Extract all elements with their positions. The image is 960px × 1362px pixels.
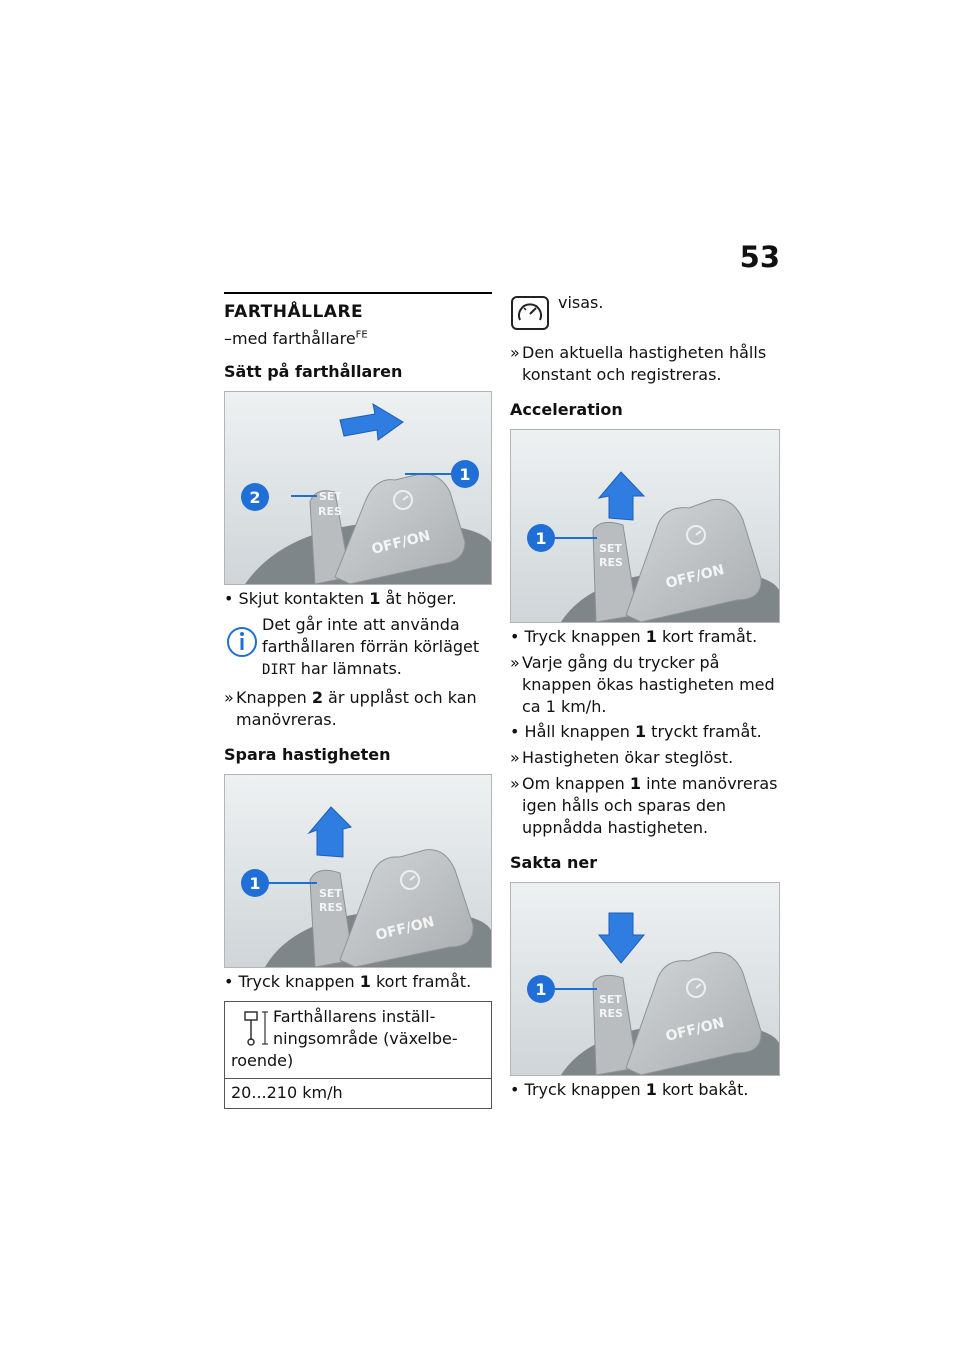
heading-turn-on: Sätt på farthållaren [224,362,403,381]
technical-data-icon [231,1006,273,1050]
step-press-forward: • Tryck knappen 1 kort framåt. [224,972,472,991]
step-decel-press: • Tryck knappen 1 kort bakåt. [510,1080,749,1099]
set-label: SET [599,993,622,1006]
left-column [224,292,492,1109]
svg-text:1: 1 [459,465,471,484]
indicator-shown: visas. [510,292,780,332]
offon-label: OFF/ON [370,527,432,558]
section-title: FARTHÅLLARE [224,302,364,322]
offon-label: OFF/ON [664,1014,726,1045]
svg-text:1: 1 [535,980,547,999]
res-label: RES [599,556,623,569]
info-icon [224,620,262,662]
offon-label: OFF/ON [664,561,726,592]
right-column [510,292,780,1101]
result-increment: » Varje gång du trycker på knappen ökas hastigheten med ca 1 km/h. [510,652,780,718]
res-label: RES [318,505,342,518]
svg-text:1: 1 [535,529,547,548]
figure-decelerate [510,882,780,1076]
spec-label-row: Farthållarens inställningsområde (växelberoende) [225,1002,491,1079]
section-subtitle: –med farthållare$^{FE}$ [224,329,368,348]
step-accel-press: • Tryck knappen 1 kort framåt. [510,627,758,646]
figure-switch-right [224,391,492,585]
section-rule [224,292,492,294]
heading-acceleration: Acceleration [510,400,623,419]
figure-accelerate [510,429,780,623]
figure-press-forward [224,774,492,968]
heading-save-speed: Spara hastigheten [224,745,391,764]
heading-decelerate: Sakta ner [510,853,598,872]
result-unlocked: » Knappen 2 är upplåst och kan manövreras. [224,687,492,731]
result-stored: » Om knappen 1 inte manövreras igen hålls och sparas den uppnådda hastigheten. [510,773,780,839]
res-label: RES [599,1007,623,1020]
step-slide-switch: • Skjut kontakten 1 åt höger. [224,589,457,608]
set-label: SET [319,490,342,503]
step-accel-hold: • Håll knappen 1 tryckt framåt. [510,722,762,741]
set-label: SET [599,542,622,555]
set-label: SET [319,887,342,900]
cruise-control-indicator-icon [510,292,552,332]
page-number: 53 [739,240,780,274]
spec-value-row: 20...210 km/h [231,1083,343,1102]
info-note: Det går inte att använda farthållaren förrän körläget DIRT har lämnats. [224,614,492,681]
result-stepless: » Hastigheten ökar steglöst. [510,747,780,769]
svg-text:1: 1 [249,874,261,893]
res-label: RES [319,901,343,914]
spec-table [224,1001,492,1109]
offon-label: OFF/ON [374,913,436,944]
svg-text:2: 2 [249,488,261,507]
result-constant: » Den aktuella hastigheten hålls konstant och registreras. [510,342,780,386]
